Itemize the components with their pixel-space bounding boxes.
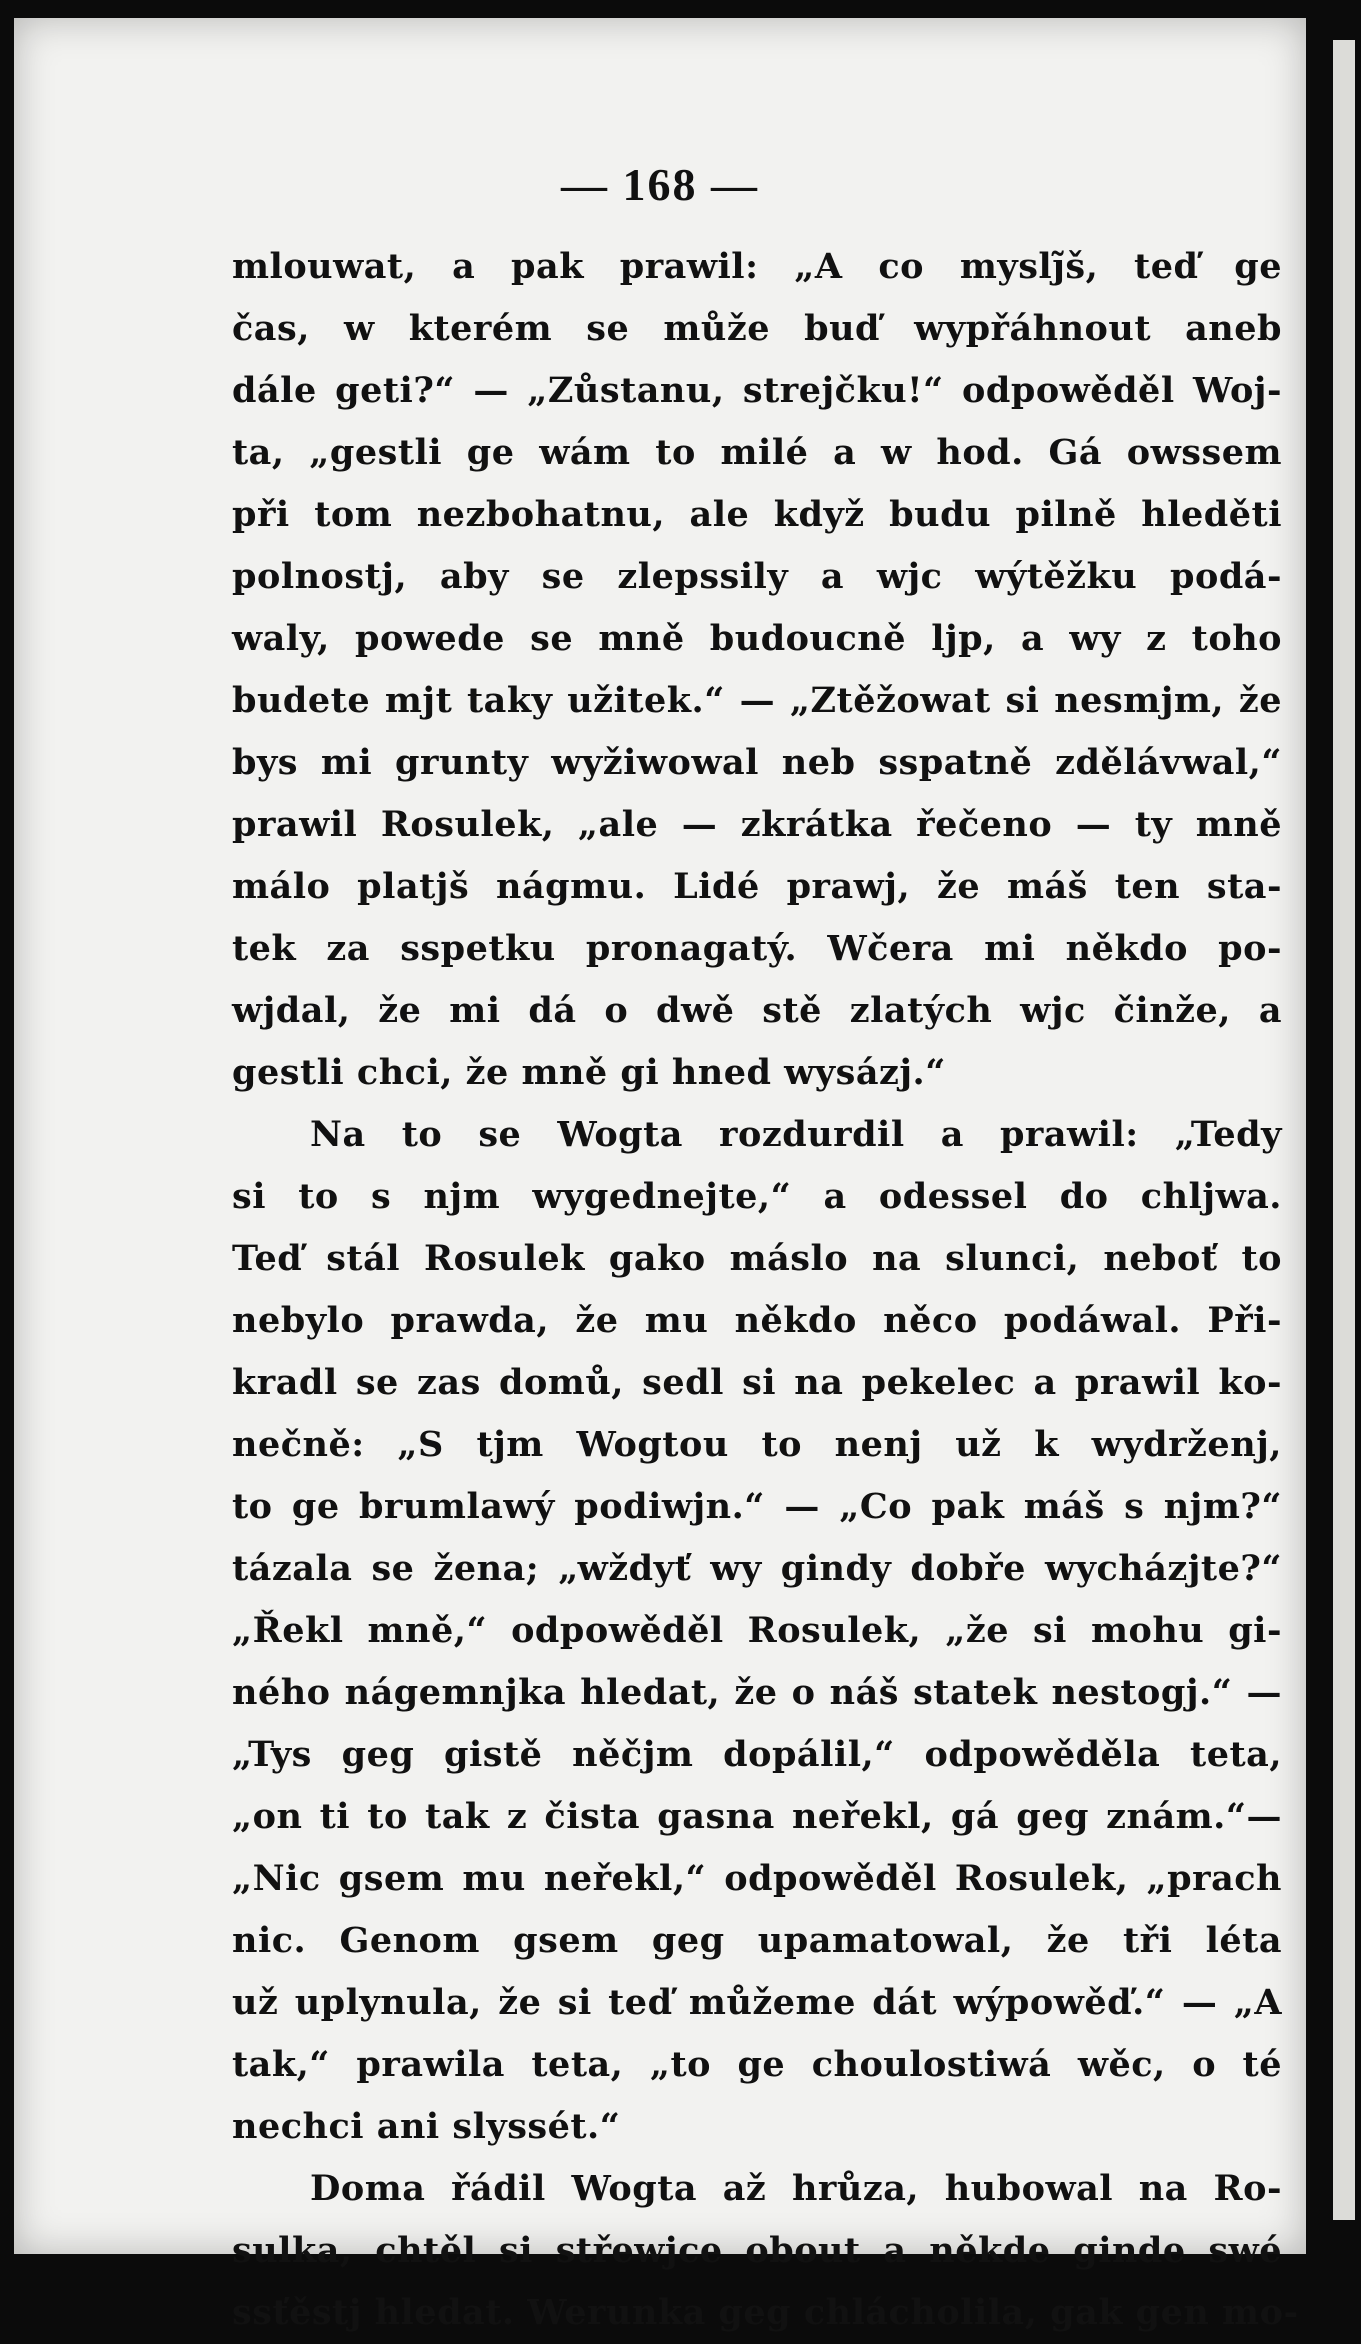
text-line: prawil Rosulek, „ale — zkrátka řečeno — ty mně <box>232 804 1282 845</box>
text-line: to ge brumlawý podiwjn.“ — „Co pak máš s njm?“ <box>232 1486 1282 1527</box>
body-text <box>232 236 1299 2344</box>
text-line: „on ti to tak z čista gasna neřekl, gá geg znám.“— <box>232 1796 1282 1837</box>
text-line: mlouwat, a pak prawil: „A co myslj̃š, teď ge <box>232 246 1282 287</box>
text-line: nechci ani slyssét.“ <box>232 2106 621 2147</box>
text-line: „Nic gsem mu neřekl,“ odpowěděl Rosulek, „prach <box>232 1858 1282 1899</box>
text-line: „Řekl mně,“ odpowěděl Rosulek, „že si mohu gi- <box>232 1610 1282 1651</box>
text-line: ného nágemnjka hledat, že o náš statek nestogj.“ — <box>232 1672 1282 1713</box>
scan-edge <box>1319 0 1361 2269</box>
text-line: čas, w kterém se může buď wypřáhnout aneb <box>232 308 1282 349</box>
text-line: waly, powede se mně budoucně ljp, a wy z toho <box>232 618 1282 659</box>
text-line: málo platjš nágmu. Lidé prawj, že máš ten sta- <box>232 866 1282 907</box>
adjacent-page-edge <box>1333 40 1355 2220</box>
text-line: Doma řádil Wogta až hrůza, hubowal na Ro- <box>310 2168 1282 2209</box>
text-line: polnostj, aby se zlepssily a wjc wýtěžku podá- <box>232 556 1282 597</box>
text-line: ta, „gestli ge wám to milé a w hod. Gá owssem <box>232 432 1282 473</box>
text-line: tak,“ prawila teta, „to ge choulostiwá wěc, o té <box>232 2044 1282 2085</box>
text-line: Na to se Wogta rozdurdil a prawil: „Tedy <box>310 1114 1282 1155</box>
text-line: gestli chci, že mně gi hned wysázj.“ <box>232 1052 946 1093</box>
text-line: sulka, chtěl si střewjce obout a někde ginde swé <box>232 2230 1282 2271</box>
text-line: bys mi grunty wyžiwowal neb sspatně zdělávwal,“ <box>232 742 1282 783</box>
text-line: tázala se žena; „wždyť wy gindy dobře wycházjte?“ <box>232 1548 1282 1589</box>
page-number: — 168 — <box>561 159 759 210</box>
text-line: tek za sspetku pronagatý. Wčera mi někdo po- <box>232 928 1282 969</box>
text-line: „Tys geg gistě něčjm dopálil,“ odpowěděla teta, <box>232 1734 1282 1775</box>
text-line: při tom nezbohatnu, ale když budu pilně hleděti <box>232 494 1282 535</box>
text-line: už uplynula, že si teď můžeme dát wýpowěď.“ — „A <box>232 1982 1282 2023</box>
text-line: budete mjt taky užitek.“ — „Ztěžowat si nesmjm, že <box>232 680 1282 721</box>
text-line: dále geti?“ — „Zůstanu, strejčku!“ odpowěděl Woj- <box>232 370 1282 411</box>
text-line: nečně: „S tjm Wogtou to nenj už k wydrženj, <box>232 1424 1282 1465</box>
text-line: si to s njm wygednejte,“ a odessel do chljwa. <box>232 1176 1282 1217</box>
text-line: Teď stál Rosulek gako máslo na slunci, neboť to <box>232 1238 1282 1279</box>
text-line: wjdal, že mi dá o dwě stě zlatých wjc činže, a <box>232 990 1282 1031</box>
text-line: nic. Genom gsem geg upamatowal, že tři léta <box>232 1920 1282 1961</box>
text-line: nebylo prawda, že mu někdo něco podáwal. Při- <box>232 1300 1282 1341</box>
text-line: kradl se zas domů, sedl si na pekelec a prawil ko- <box>232 1362 1282 1403</box>
text-line: ssťěstj hledat. Werunka geg chlácholila, gak gen mo- <box>232 2292 1299 2333</box>
book-page <box>14 18 1306 2333</box>
